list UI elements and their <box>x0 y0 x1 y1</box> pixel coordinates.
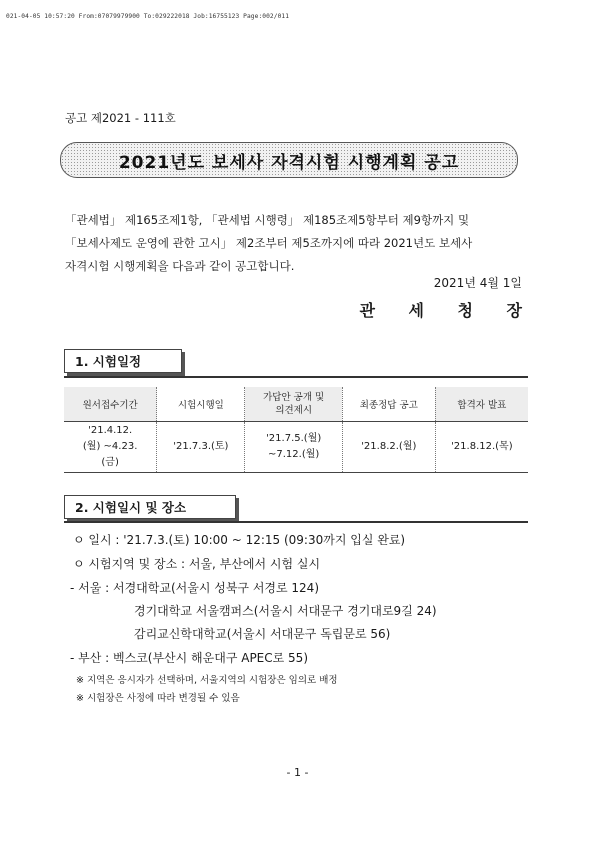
table-cell: '21.7.5.(월) ~7.12.(월) <box>245 422 342 473</box>
table-header-cell: 시험시행일 <box>157 387 245 422</box>
seoul-venue-line: 경기대학교 서울캠퍼스(서울시 서대문구 경기대로9길 24) <box>134 604 437 618</box>
section-heading-time-place: 2. 시험일시 및 장소 <box>64 495 236 519</box>
table-cell: '21.8.2.(월) <box>342 422 435 473</box>
table-header-row <box>64 387 528 422</box>
divider <box>64 376 528 378</box>
fax-header: 021-04-05 10:57:20 From:07079979900 To:029222018 Job:16755123 Page:002/011 <box>6 13 290 20</box>
table-header-cell: 원서접수기간 <box>64 387 157 422</box>
divider <box>64 521 528 523</box>
table-cell: '21.7.3.(토) <box>157 422 245 473</box>
table-cell: '21.4.12.(월) ~4.23.(금) <box>64 422 157 473</box>
note-line: ※ 지역은 응시자가 선택하며, 서울지역의 시험장은 임의로 배정 <box>76 675 338 686</box>
table-row <box>64 422 528 473</box>
schedule-table <box>64 387 528 473</box>
table-header-cell: 최종정답 공고 <box>342 387 435 422</box>
intro-paragraph <box>65 209 525 278</box>
seoul-venue-line: 감리교신학대학교(서울시 서대문구 독립문로 56) <box>134 627 391 641</box>
table-header-cell: 합격자 발표 <box>435 387 528 422</box>
intro-line: 「보세사제도 운영에 관한 고시」 제2조부터 제5조까지에 따라 2021년도 보세사 <box>65 236 473 250</box>
exam-region-line: ㅇ 시험지역 및 장소 : 서울, 부산에서 시험 실시 <box>73 557 321 571</box>
title-banner <box>60 142 518 178</box>
notice-date: 2021년 4월 1일 <box>433 276 522 290</box>
seoul-venue-line: - 서울 : 서경대학교(서울시 성북구 서경로 124) <box>70 581 320 595</box>
note-line: ※ 시험장은 사정에 따라 변경될 수 있음 <box>76 693 240 704</box>
page-number: - 1 - <box>286 766 309 779</box>
intro-line: 자격시험 시행계획을 다음과 같이 공고합니다. <box>65 259 295 273</box>
busan-venue-line: - 부산 : 벡스코(부산시 해운대구 APEC로 55) <box>70 651 308 665</box>
issuing-authority: 관 세 청 장 <box>359 301 536 320</box>
table-header-cell: 가답안 공개 및 의견제시 <box>245 387 342 422</box>
notice-number: 공고 제2021 - 111호 <box>65 111 176 125</box>
page-title: 2021년도 보세사 자격시험 시행계획 공고 <box>118 152 460 173</box>
table-cell: '21.8.12.(목) <box>435 422 528 473</box>
exam-time-line: ㅇ 일시 : '21.7.3.(토) 10:00 ~ 12:15 (09:30까지 입실 완료) <box>73 533 406 547</box>
section-heading-schedule: 1. 시험일정 <box>64 349 182 373</box>
intro-line: 「관세법」 제165조제1항, 「관세법 시행령」 제185조제5항부터 제9항까지 및 <box>65 213 470 227</box>
